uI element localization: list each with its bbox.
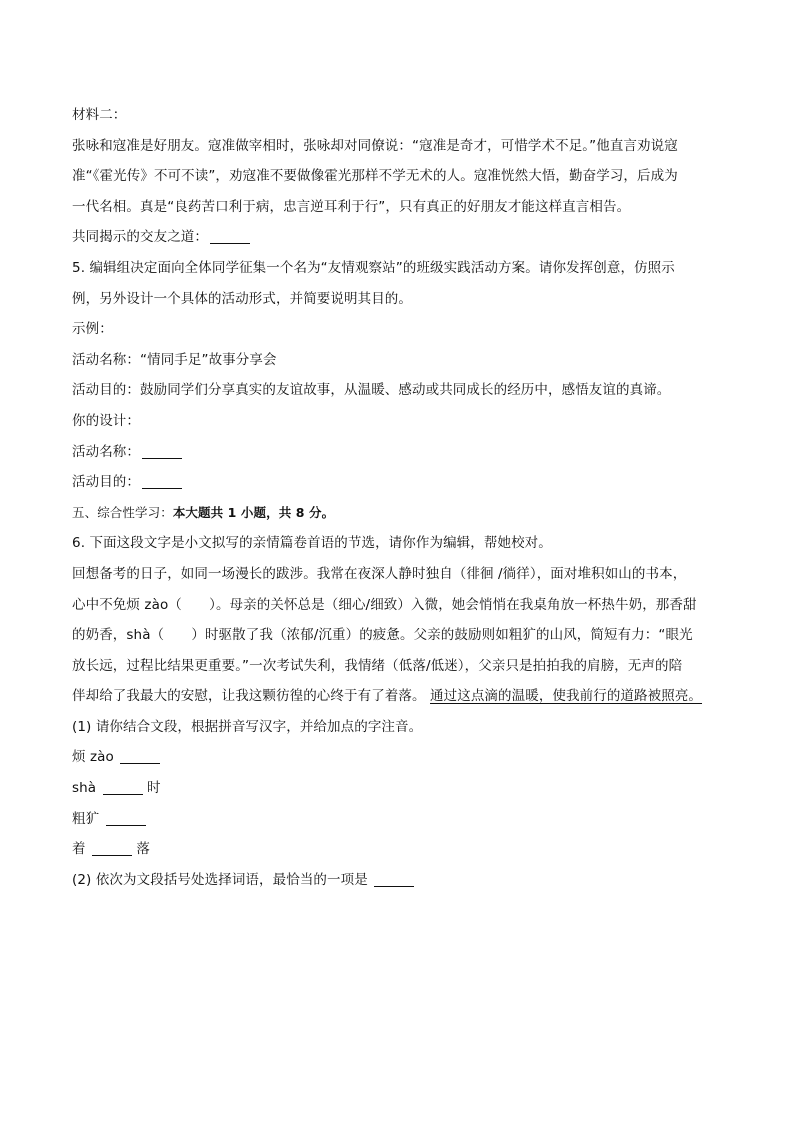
material2-question-text: 共同揭示的交友之道：	[72, 229, 208, 246]
q5-name-label: 活动名称：	[72, 443, 140, 460]
answer-blank[interactable]	[103, 780, 143, 795]
q6-item-1-before: 烦 zào	[72, 749, 114, 766]
material2-line-1: 张咏和寇准是好朋友。寇准做宰相时，张咏却对同僚说：“寇准是奇才，可惜学术不足。”他直言劝说寇	[72, 137, 678, 154]
q6-item-3-before: 粗犷	[72, 810, 100, 827]
q6-passage-line-3: 的奶香，shà（ ）时驱散了我（浓郁/沉重）的疲惫。父亲的鼓励则如粗犷的山风，简短有力：“眼光	[72, 627, 693, 644]
q6-item-2	[72, 773, 722, 804]
answer-blank[interactable]	[120, 749, 160, 764]
section-5-title	[72, 498, 722, 529]
q6-item-4-before: 着	[72, 841, 86, 858]
q5-line-1: 5. 编辑组决定面向全体同学征集一个名为“友情观察站”的班级实践活动方案。请你发挥创意，仿照示	[72, 259, 675, 276]
q6-sub1: (1) 请你结合文段，根据拼音写汉字，并给加点的字注音。	[72, 718, 423, 735]
q6-passage-line-2: 心中不免烦 zào（ ）。母亲的关怀总是（细心/细致）入微，她会悄悄在我桌角放一杯热牛奶，那香甜	[72, 596, 697, 613]
answer-blank[interactable]	[142, 474, 182, 489]
q6-passage-line-4: 放长远，过程比结果更重要。”一次考试失利，我情绪（低落/低迷），父亲只是拍拍我的肩膀，无声的陪	[72, 657, 683, 674]
q5-your-design: 你的设计：	[72, 412, 140, 429]
q6-item-3	[72, 804, 722, 835]
q5-example-name: 活动名称：“情同手足”故事分享会	[72, 351, 277, 368]
q6-underlined-sentence: 通过这点滴的温暖，使我前行的道路被照亮。	[430, 688, 703, 705]
q5-purpose-row	[72, 467, 722, 498]
q5-example-label: 示例：	[72, 321, 113, 338]
q6-item-2-after: 时	[146, 780, 161, 797]
q6-intro: 6. 下面这段文字是小文拟写的亲情篇卷首语的节选，请你作为编辑，帮她校对。	[72, 535, 552, 552]
q6-item-4-after: 落	[136, 841, 151, 858]
material2-line-3: 一代名相。真是“良药苦口利于病，忠言逆耳利于行”，只有真正的好朋友才能这样直言相告。	[72, 198, 631, 215]
material2-line-2: 准“《霍光传》不可不读”，劝寇准不要做像霍光那样不学无术的人。寇准恍然大悟，勤奋学习，后成为	[72, 168, 678, 185]
q5-line-2: 例，另外设计一个具体的活动形式，并简要说明其目的。	[72, 290, 412, 307]
q5-name-row	[72, 437, 722, 468]
answer-blank[interactable]	[210, 229, 250, 244]
material2-question	[72, 222, 722, 253]
answer-blank[interactable]	[142, 444, 182, 459]
q6-passage-line-1: 回想备考的日子，如同一场漫长的跋涉。我常在夜深人静时独自（徘徊 /徜徉），面对堆积如山的书本，	[72, 565, 687, 582]
answer-blank[interactable]	[106, 811, 146, 826]
section-5-bold: 本大题共 1 小题，共 8 分。	[172, 504, 335, 520]
q6-sub2-text: (2) 依次为文段括号处选择词语，最恰当的一项是	[72, 871, 368, 888]
answer-blank[interactable]	[92, 841, 132, 856]
answer-blank[interactable]	[374, 872, 414, 887]
q6-passage-line-5-plain: 伴却给了我最大的安慰，让我这颗彷徨的心终于有了着落。	[72, 688, 426, 705]
document-content	[72, 100, 722, 895]
q5-purpose-label: 活动目的：	[72, 474, 140, 491]
q6-item-2-before: shà	[72, 780, 97, 797]
q5-example-purpose: 活动目的：鼓励同学们分享真实的友谊故事，从温暖、感动或共同成长的经历中，感悟友谊的真谛。	[72, 382, 671, 399]
q6-passage-line-5	[72, 681, 722, 712]
material2-heading: 材料二：	[72, 107, 127, 123]
section-5-prefix: 五、综合性学习：	[72, 504, 173, 520]
q6-sub2	[72, 865, 722, 896]
q6-item-1	[72, 742, 722, 773]
q6-item-4	[72, 834, 722, 865]
